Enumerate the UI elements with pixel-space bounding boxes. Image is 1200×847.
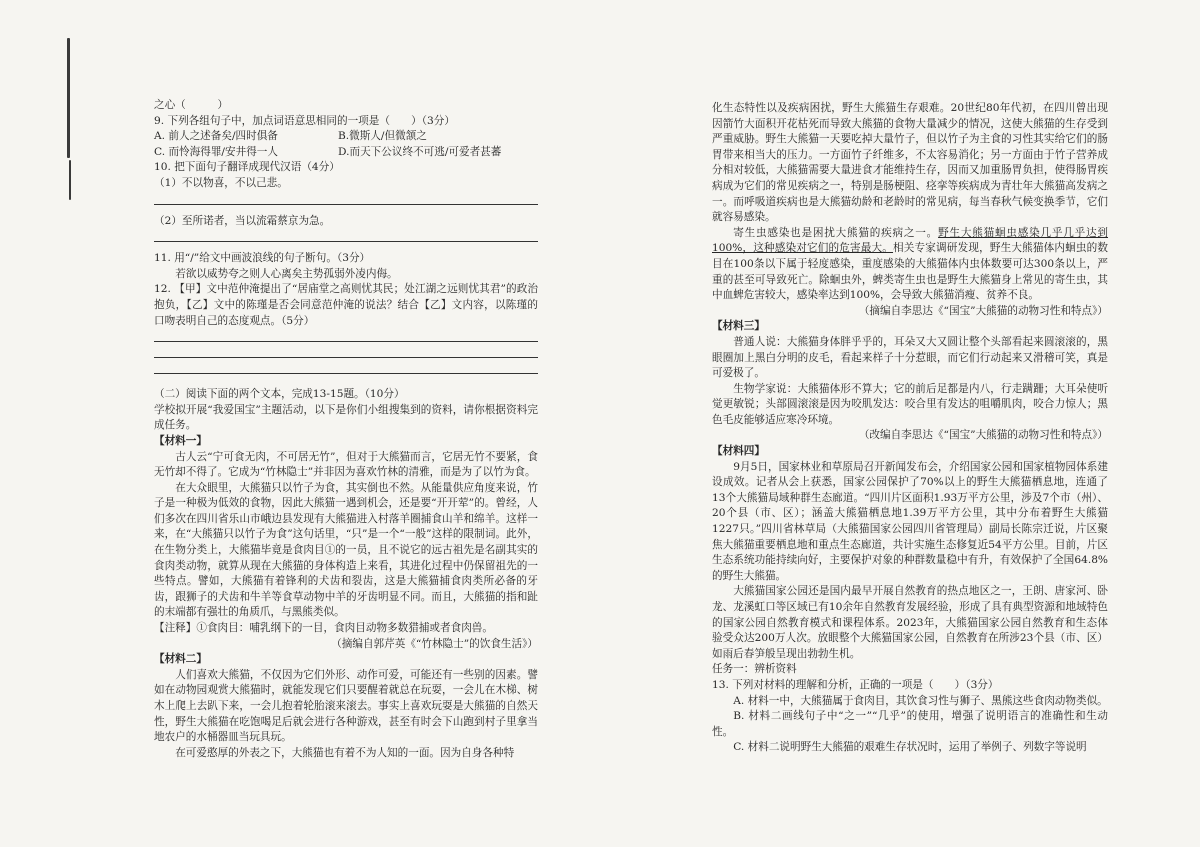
question-9-stem: 9. 下列各组句子中，加点词语意思相同的一项是（ ）（3分） (154, 114, 455, 127)
material-4-paragraph: 9月5日，国家林业和草原局召开新闻发布会，介绍国家公园和国家植物园体系建设成效。记者从会上获悉，国家公园保护了70%以上的野生大熊猫栖息地，连通了13个大熊猫局域种群生态廊道。“四川片区面积1.93万平方公里，涉及7个市（州）、20个县（市、区）；涵盖大熊猫栖息地1.39万平方公里，其中分布着野生大熊猫1227只。”四川省林草局（大熊猫国家公园四川省管理局）副局长陈宗迁说，片区聚焦大熊猫重要栖息地和重点生态廊道，共计实施生态修复近54平方公里。目前，片区生态系统功能持续向好，主要保护对象的种群数量稳中有升，有效保护了全国64.8%的野生大熊猫。 (712, 460, 1108, 582)
parasite-rest: 相关专家调研发现，野生大熊猫体内蛔虫的数目在100条以下属于轻度感染，重度感染的大熊猫体内虫体数要可达300条以上，严重的甚至可导致死亡。除蛔虫外，蜱类寄生虫也是野生大熊猫身上常见的寄生虫，其中血蜱危害较大，感染率达到100%，会导致大熊猫消瘦、贫养不良。 (712, 242, 1108, 302)
material-3-source: （改编自李思达《“国宝”大熊猫的动物习性和特点》） (858, 429, 1108, 442)
question-10-stem: 10. 把下面句子翻译成现代汉语（4分） (154, 161, 340, 174)
question-13-option-a: A. 材料一中，大熊猫属于食肉目，其饮食习性与狮子、黑熊这些食肉动物类似。 (733, 694, 1108, 707)
material-1-paragraph: 古人云“宁可食无肉，不可居无竹”，但对于大熊猫而言，它居无竹不要紧，食无竹却不得了。它成为“竹林隐士”并非因为喜欢竹林的清雅，而是为了以竹为食。 (154, 450, 538, 479)
section-2-intro: 学校拟开展“我爱国宝”主题活动，以下是你们小组搜集到的资料，请你根据资料完成任务。 (154, 403, 538, 432)
question-11-stem: 11. 用“/”给文中画波浪线的句子断句。（3分） (154, 252, 371, 265)
question-11-sentence: 若欲以威势夸之则人心离矣主势孤弱外凌内侮。 (175, 267, 398, 280)
material-2-continued: 化生态特性以及疾病困扰，野生大熊猫生存艰难。20世纪80年代初，在四川曾出现因箭竹大面积开花枯死而导致大熊猫的食物大量减少的情况，这使大熊猫的生存受到严重威胁。野生大熊猫一天要吃掉大量竹子，但以竹子为主食的习性其实给它们的肠胃带来相当大的压力。一方面竹子纤维多，不太容易消化；另一方面由于竹子营养成分相对较低，大熊猫需要大量进食才能维持生存，因而又加重肠胃负担，使得肠胃疾病成为它们的常见疾病之一，特别是肠梗阻、痉挛等疾病成为青壮年大熊猫高发病之一。而呼吸道疾病也是大熊猫幼龄和老龄时的常见病，每当春秋气候变换季节，它们就容易感染。 (712, 102, 1108, 224)
material-2-paragraph: 人们喜欢大熊猫，不仅因为它们外形、动作可爱，可能还有一些别的因素。譬如在动物园观赏大熊猫时，就能发现它们只要醒着就总在玩耍，一会儿在木梯、树木上爬上去趴下来，一会儿抱着轮胎滚来滚去。事实上喜欢玩耍是大熊猫的自然天性，野生大熊猫在吃饱喝足后就会进行各种游戏，甚至有时会下山跑到村子里拿当地农户的水桶器皿当玩具玩。 (154, 668, 538, 744)
option-c: C. 而怜海得罪/安井得一人 (154, 145, 278, 158)
material-2-source: （摘编自李思达《“国宝”大熊猫的动物习性和特点》） (858, 304, 1108, 317)
material-3-label: 【材料三】 (712, 320, 765, 333)
binding-mark (67, 38, 70, 158)
material-3-paragraph: 生物学家说：大熊猫体形不算大；它的前后足都是内八，行走蹒跚；大耳朵使听觉更敏锐；头部圆滚滚是因为咬肌发达：咬合里有发达的咀嚼肌肉，咬合力惊人；黑色毛皮能够适应寒冷环境。 (712, 382, 1108, 426)
answer-line (154, 229, 538, 242)
section-2-heading: （二）阅读下面的两个文本，完成13-15题。（10分） (154, 388, 405, 401)
question-13-stem: 13. 下列对材料的理解和分析，正确的一项是（ ）（3分） (712, 678, 999, 691)
answer-line (154, 329, 538, 342)
binding-mark (69, 160, 71, 200)
question-9-options-row1 (154, 129, 538, 145)
material-2-parasite-paragraph (712, 226, 1108, 304)
option-d: D.而天下公议终不可逃/可爱者甚蕃 (338, 145, 502, 158)
material-4-paragraph: 大熊猫国家公园还是国内最早开展自然教育的热点地区之一，王朗、唐家河、卧龙、龙溪虹口等区域已有10余年自然教育发展经验，形成了具有典型资源和地域特色的国家公园自然教育模式和课程体系。2023年，大熊猫国家公园自然教育和生态体验受众达200万人次。放眼整个大熊猫国家公园，自然教育在所涉23个县（市、区）如雨后春笋般呈现出勃勃生机。 (712, 585, 1108, 660)
question-10-sentence-1: （1）不以物喜，不以己悲。 (154, 176, 288, 189)
answer-line (154, 192, 538, 205)
underlined-sentence: 野生大熊猫蛔虫感染几乎几乎达到100%，这种感染对它们的危害最大。 (712, 226, 1109, 255)
material-2-paragraph: 在可爱憨厚的外表之下，大熊猫也有着不为人知的一面。因为自身各种特 (175, 746, 515, 759)
question-13-option-c: C. 材料二说明野生大熊猫的艰难生存状况时，运用了举例子、列数字等说明 (733, 741, 1087, 754)
question-12-text: 12. 【甲】文中范仲淹提出了“居庙堂之高则忧其民；处江湖之远则忧其君”的政治抱负，【乙】文中的陈瑾是否会同意范仲淹的说法？结合【乙】文内容，以陈瑾的口吻表明自己的态度观点。（5分） (154, 283, 538, 327)
intro-tail: 之心（ ） (154, 99, 229, 111)
right-column (712, 101, 1108, 756)
parasite-lead: 寄生虫感染也是困扰大熊猫的疾病之一。 (733, 226, 939, 239)
question-9-options-row2 (154, 145, 538, 161)
material-1-note: 【注释】①食肉目：哺乳纲下的一目，食肉目动物多数猎捕或者食肉兽。 (154, 622, 493, 635)
question-13-option-b: B. 材料二画线句子中“之一”“几乎”的使用，增强了说明语言的准确性和生动性。 (712, 710, 1108, 738)
answer-line (154, 361, 538, 374)
option-b: B.微斯人/但微颔之 (338, 130, 427, 143)
option-a: A. 前人之述备矣/四时俱备 (154, 130, 278, 143)
left-column (154, 98, 538, 761)
material-1-source: （摘编自郭芹英《“竹林隐士”的饮食生活》） (331, 637, 538, 650)
answer-line (154, 345, 538, 358)
task-1-label: 任务一：辨析资料 (712, 663, 797, 676)
material-4-label: 【材料四】 (712, 445, 765, 458)
material-2-label: 【材料二】 (154, 653, 207, 666)
material-1-paragraph: 在大众眼里，大熊猫只以竹子为食，其实倒也不然。从能量供应角度来说，竹子是一种极为低效的食物，因此大熊猫一遇到机会，还是要“开开荤”的。曾经，人们多次在四川省乐山市峨边县发现有大熊猫进入村落羊圈捕食山羊和绵羊。这样一来，在“大熊猫只以竹子为食”这句话里，“只”是一个“一般”这样的限制词。此外，在生物分类上，大熊猫毕竟是食肉目①的一员，且不说它的远古祖先是名副其实的食肉类动物，就算从现在大熊猫的身体构造上来看，其进化过程中仍保留祖先的一些特点。譬如，大熊猫有着锋利的犬齿和裂齿，这是大熊猫捕食肉类所必备的牙齿，跟狮子的犬齿和牛羊等食草动物中羊的牙齿明显不同。而且，大熊猫的指和趾的末端都有强壮的角质爪，与黑熊类似。 (154, 481, 538, 619)
material-1-label: 【材料一】 (154, 434, 207, 447)
material-3-paragraph: 普通人说：大熊猫身体胖乎乎的，耳朵又大又圆让整个头部看起来圆滚滚的，黑眼圈加上黑白分明的皮毛，看起来样子十分惹眼，而它们行动起来又滑稽可笑，真是可爱极了。 (712, 335, 1108, 380)
question-10-sentence-2: （2）至所诺者，当以流霜蔡京为急。 (154, 214, 331, 227)
